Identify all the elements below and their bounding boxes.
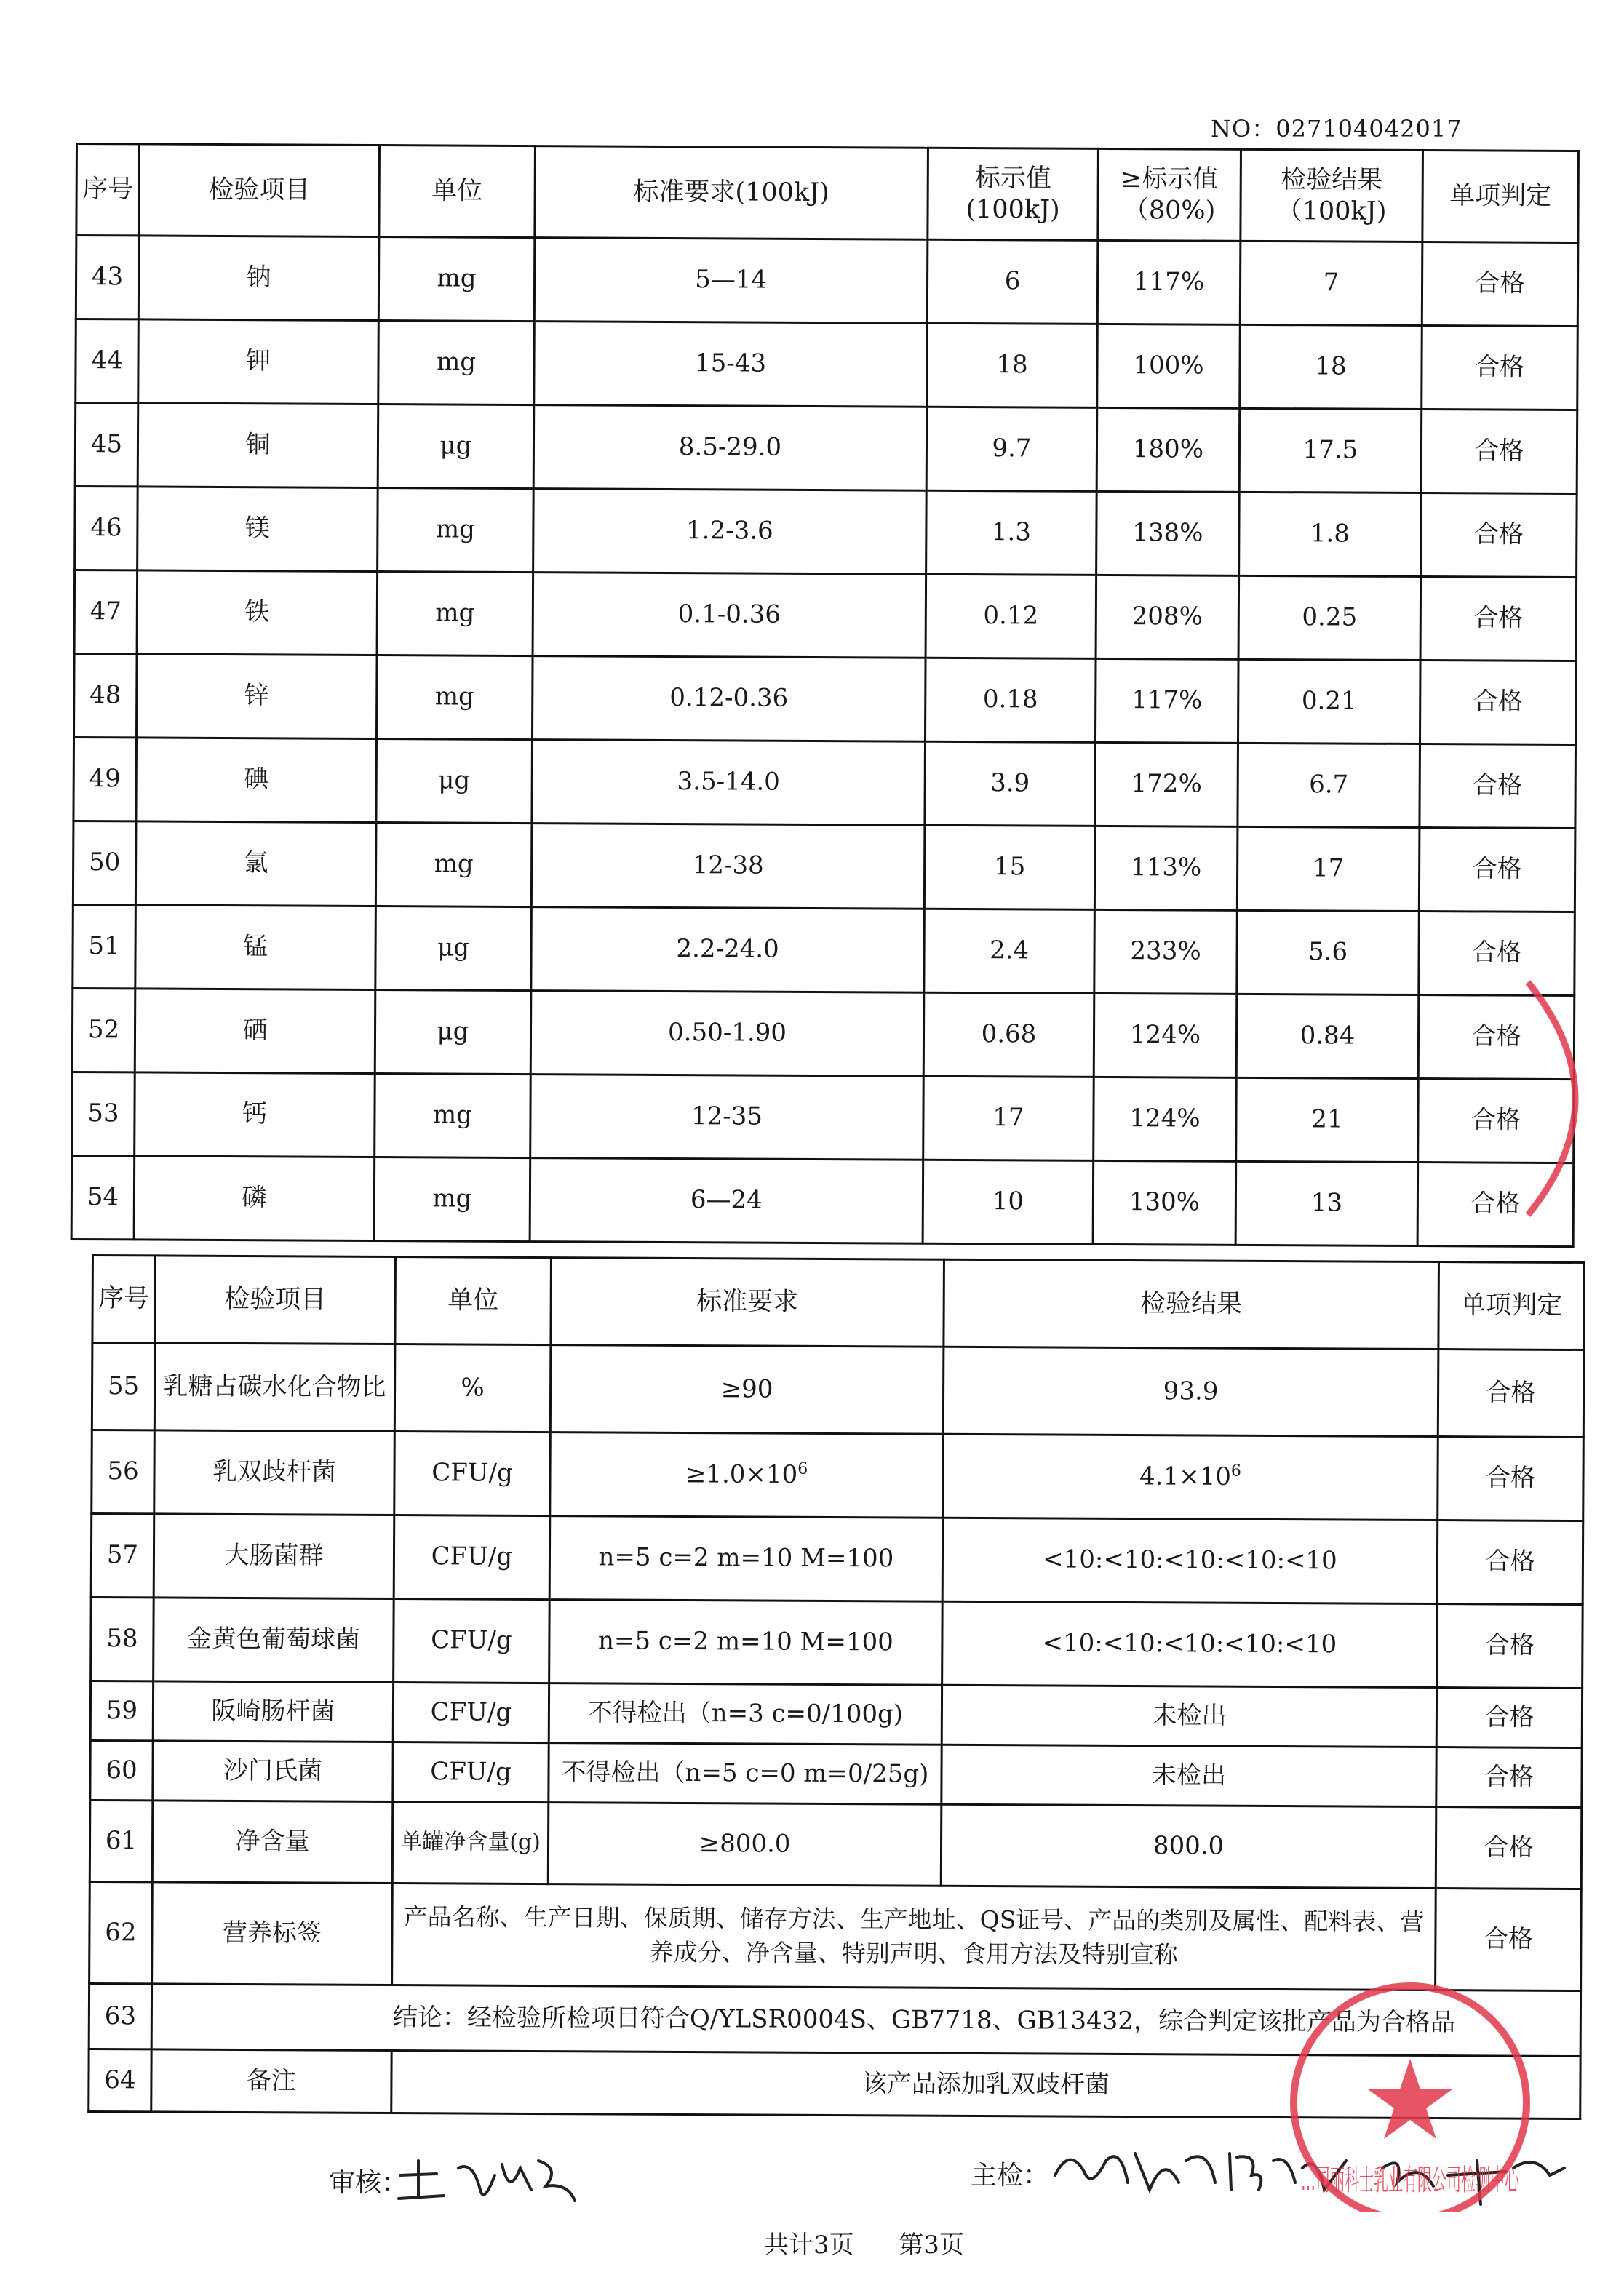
col-header-percent: ≥标示值（80%)	[1098, 148, 1241, 241]
row-verdict: 合格	[1422, 242, 1578, 327]
row-result: 0.84	[1236, 994, 1419, 1078]
table-row	[90, 1681, 1582, 1748]
row-standard: 15-43	[534, 322, 928, 407]
row-verdict: 合格	[1420, 577, 1577, 661]
row-verdict: 合格	[1437, 1604, 1583, 1689]
row-unit: mg	[377, 572, 533, 656]
row-percent: 130%	[1093, 1160, 1236, 1245]
table-row	[76, 319, 1578, 410]
row-unit: μg	[375, 990, 531, 1075]
reviewer-signature	[393, 2146, 589, 2212]
table-row	[91, 1514, 1583, 1605]
row-result: 93.9	[943, 1347, 1438, 1436]
result-exponent: 6	[1230, 1462, 1242, 1480]
row-unit: mg	[375, 823, 532, 907]
partial-stamp	[1513, 968, 1624, 1229]
row-verdict: 合格	[1418, 995, 1575, 1080]
row-label-value: 1.3	[926, 490, 1097, 575]
row-verdict: 合格	[1436, 1747, 1582, 1808]
row-result: 0.21	[1238, 659, 1420, 744]
col-header-result: 检验结果（100kJ)	[1241, 149, 1423, 242]
row-standard	[550, 1432, 944, 1518]
row-standard: 5—14	[534, 238, 928, 324]
row-item: 钾	[138, 319, 379, 404]
row-item: 铜	[138, 403, 378, 488]
row-no: 45	[75, 403, 138, 487]
row-result: 13	[1235, 1161, 1418, 1245]
row-result: 800.0	[941, 1804, 1436, 1888]
row-no: 57	[91, 1514, 154, 1598]
col-header-standard: 标准要求	[551, 1258, 944, 1347]
row-unit: μg	[376, 739, 533, 824]
page-number: 第3页	[899, 2231, 964, 2260]
table-row	[91, 1598, 1583, 1689]
row-unit: CFU/g	[393, 1683, 549, 1743]
row-no: 62	[89, 1881, 153, 1983]
col-header-no: 序号	[92, 1256, 156, 1343]
nutrient-table	[71, 143, 1580, 1248]
row-result: 未检出	[942, 1685, 1436, 1747]
row-no: 47	[74, 570, 138, 654]
row-item: 乳糖占碳水化合物比	[154, 1343, 395, 1432]
row-unit: mg	[378, 237, 535, 322]
row-verdict: 合格	[1438, 1437, 1584, 1521]
table-row	[74, 570, 1577, 661]
table-row	[73, 821, 1575, 912]
row-item: 钠	[138, 236, 379, 321]
row-unit: 单罐净含量(g)	[392, 1802, 549, 1884]
row-verdict: 合格	[1436, 1889, 1582, 1991]
row-result: 7	[1240, 241, 1422, 325]
row-standard: 不得检出（n=3 c=0/100g)	[549, 1683, 942, 1745]
row-standard: 3.5-14.0	[532, 740, 926, 826]
row-standard: 8.5-29.0	[533, 405, 927, 491]
row-unit: mg	[378, 321, 535, 405]
row-no: 51	[73, 904, 136, 988]
row-result: 21	[1236, 1077, 1419, 1162]
row-item: 磷	[134, 1156, 375, 1241]
result-base: 4.1×10	[1139, 1462, 1232, 1492]
standard-exponent: 6	[797, 1459, 808, 1478]
row-label-value: 9.7	[926, 407, 1097, 491]
row-standard: 0.1-0.36	[533, 573, 926, 658]
stamp-text: …司丽科士乳业有限公司检测中心	[1301, 2164, 1520, 2197]
row-item: 大肠菌群	[154, 1514, 394, 1599]
row-standard: 6—24	[530, 1158, 923, 1244]
row-unit: CFU/g	[394, 1599, 550, 1683]
conclusion-text: 结论：经检验所检项目符合Q/YLSR0004S、GB7718、GB13432，综合判定该批产品为合格品	[151, 1984, 1580, 2057]
row-no: 58	[91, 1598, 154, 1681]
row-percent: 124%	[1094, 993, 1237, 1077]
row-unit: mg	[378, 488, 534, 573]
row-no: 46	[75, 487, 138, 570]
row-label-value: 10	[923, 1160, 1094, 1244]
row-standard: 0.12-0.36	[532, 656, 926, 742]
company-stamp	[1257, 1964, 1548, 2212]
table-row	[74, 653, 1577, 744]
row-result: <10:<10:<10:<10:<10	[942, 1518, 1438, 1603]
row-unit: mg	[374, 1157, 530, 1242]
row-item: 阪崎肠杆菌	[153, 1681, 393, 1742]
row-item: 锌	[137, 654, 378, 739]
row-result: 未检出	[942, 1745, 1436, 1806]
row-no: 60	[90, 1740, 153, 1800]
col-header-unit: 单位	[395, 1257, 552, 1345]
row-verdict: 合格	[1420, 744, 1576, 829]
row-result: 0.25	[1238, 575, 1421, 660]
row-standard: 12-35	[530, 1075, 924, 1160]
col-header-label-value: 标示值(100kJ)	[928, 148, 1099, 240]
table-row	[89, 1800, 1582, 1889]
col-header-item: 检验项目	[155, 1256, 396, 1344]
row-unit: CFU/g	[393, 1742, 549, 1803]
row-label-value: 2.4	[924, 909, 1095, 993]
row-standard: 0.50-1.90	[530, 991, 924, 1077]
col-header-no: 序号	[76, 144, 140, 236]
row-result: 6.7	[1238, 743, 1420, 827]
row-standard: n=5 c=2 m=10 M=100	[549, 1600, 943, 1686]
table-row	[72, 1072, 1575, 1163]
row-percent: 124%	[1094, 1077, 1237, 1161]
table-row	[73, 904, 1575, 995]
row-standard: n=5 c=2 m=10 M=100	[549, 1516, 943, 1602]
row-unit: CFU/g	[394, 1432, 551, 1516]
col-header-item: 检验项目	[139, 144, 380, 237]
report-number: NO：027104042017	[1211, 115, 1462, 143]
row-result: 1.8	[1239, 492, 1422, 576]
row-no: 56	[92, 1430, 155, 1514]
row-no: 52	[72, 988, 135, 1072]
table-row	[76, 236, 1578, 327]
row-no: 50	[73, 821, 136, 904]
row-result: 5.6	[1237, 910, 1420, 994]
row-unit: %	[394, 1344, 551, 1432]
row-verdict: 合格	[1421, 493, 1577, 578]
row-standard: 不得检出（n=5 c=0 m=0/25g)	[549, 1743, 942, 1805]
table-row	[75, 403, 1577, 494]
table-row	[92, 1430, 1584, 1521]
row-unit: mg	[375, 1074, 531, 1158]
row-label-value: 17	[923, 1076, 1094, 1160]
row-label-value: 3.9	[925, 741, 1096, 826]
row-unit: μg	[375, 906, 532, 991]
row-item: 铁	[137, 570, 378, 655]
row-no: 61	[89, 1800, 153, 1881]
row-verdict: 合格	[1421, 410, 1577, 494]
row-item: 沙门氏菌	[153, 1741, 393, 1802]
row-no: 53	[72, 1072, 135, 1155]
row-standard: 12-38	[531, 824, 925, 909]
row-item: 碘	[136, 738, 377, 823]
row-standard: ≥90	[550, 1345, 944, 1435]
row-label-value: 18	[927, 323, 1098, 407]
row-result: 17	[1237, 826, 1420, 911]
col-header-standard: 标准要求(100kJ)	[535, 146, 928, 240]
row-item: 镁	[138, 487, 378, 572]
row-percent: 172%	[1095, 742, 1238, 826]
col-header-verdict: 单项判定	[1422, 151, 1579, 243]
table-row	[73, 737, 1576, 828]
table2-header-row	[92, 1256, 1585, 1350]
row-percent: 117%	[1097, 240, 1241, 324]
inspector-label: 主检：	[971, 2161, 1050, 2191]
table-row	[72, 988, 1575, 1079]
table-row	[71, 1155, 1574, 1246]
row-percent: 233%	[1094, 909, 1238, 994]
row-label-value: 15	[924, 825, 1095, 909]
row-percent: 138%	[1096, 491, 1240, 575]
row-label-value: 0.12	[926, 574, 1096, 658]
row-percent: 180%	[1096, 407, 1240, 492]
row-item: 金黄色葡萄球菌	[154, 1598, 394, 1683]
row-result: 18	[1240, 324, 1422, 409]
row-label-value: 0.18	[925, 658, 1096, 742]
row-item: 备注	[151, 2049, 391, 2113]
row-item: 硒	[135, 989, 375, 1074]
row-verdict: 合格	[1436, 1807, 1582, 1889]
nutrition-label-requirements: 产品名称、生产日期、保质期、储存方法、生产地址、QS证号、产品的类别及属性、配料表、营养成分、净含量、特别声明、食用方法及特别宣称	[392, 1884, 1436, 1990]
row-item: 乳双歧杆菌	[154, 1430, 395, 1515]
row-no: 43	[76, 236, 139, 319]
standard-base: ≥1.0×10	[685, 1459, 798, 1490]
row-percent: 208%	[1096, 575, 1239, 659]
row-verdict: 合格	[1422, 326, 1578, 410]
reviewer-label: 审核：	[329, 2168, 408, 2198]
page-footer	[764, 2225, 964, 2260]
row-verdict: 合格	[1420, 661, 1576, 745]
row-no: 55	[92, 1343, 155, 1430]
row-label-value: 0.68	[923, 992, 1094, 1077]
row-no: 63	[89, 1983, 151, 2049]
row-result: <10:<10:<10:<10:<10	[942, 1601, 1438, 1687]
row-no: 44	[76, 319, 139, 403]
row-no: 49	[73, 737, 137, 821]
row-result: 17.5	[1239, 408, 1422, 493]
row-unit: CFU/g	[394, 1515, 550, 1600]
row-result	[943, 1434, 1438, 1520]
row-verdict: 合格	[1438, 1350, 1584, 1438]
remark-text: 该产品添加乳双歧杆菌	[391, 2051, 1580, 2119]
row-label-value: 6	[927, 239, 1098, 324]
row-no: 59	[90, 1681, 153, 1741]
row-no: 48	[74, 653, 138, 737]
total-pages: 共计3页	[764, 2231, 854, 2260]
row-standard: 2.2-24.0	[531, 907, 925, 993]
row-item: 营养标签	[152, 1882, 393, 1985]
row-verdict: 合格	[1436, 1688, 1582, 1748]
row-unit: μg	[378, 404, 534, 489]
table-row	[90, 1740, 1582, 1807]
row-standard: ≥800.0	[548, 1803, 942, 1886]
row-percent: 113%	[1094, 826, 1238, 910]
row-item: 净含量	[152, 1801, 393, 1884]
row-percent: 100%	[1097, 324, 1241, 408]
row-standard: 1.2-3.6	[533, 489, 927, 575]
row-verdict: 合格	[1419, 912, 1575, 996]
row-verdict: 合格	[1437, 1520, 1583, 1605]
row-verdict: 合格	[1417, 1163, 1574, 1247]
row-verdict: 合格	[1419, 828, 1575, 912]
row-percent: 117%	[1095, 658, 1238, 743]
row-item: 氯	[135, 821, 376, 906]
row-verdict: 合格	[1418, 1079, 1575, 1163]
table-row	[75, 487, 1577, 578]
table1-header-row	[76, 144, 1579, 243]
row-no: 54	[71, 1155, 135, 1239]
row-item: 钙	[135, 1072, 375, 1157]
col-header-unit: 单位	[379, 146, 536, 238]
table-row	[92, 1343, 1584, 1438]
row-item: 锰	[135, 905, 376, 990]
row-no: 64	[89, 2049, 151, 2111]
col-header-verdict: 单项判定	[1438, 1262, 1585, 1350]
row-unit: mg	[377, 655, 533, 740]
col-header-result: 检验结果	[944, 1259, 1439, 1349]
